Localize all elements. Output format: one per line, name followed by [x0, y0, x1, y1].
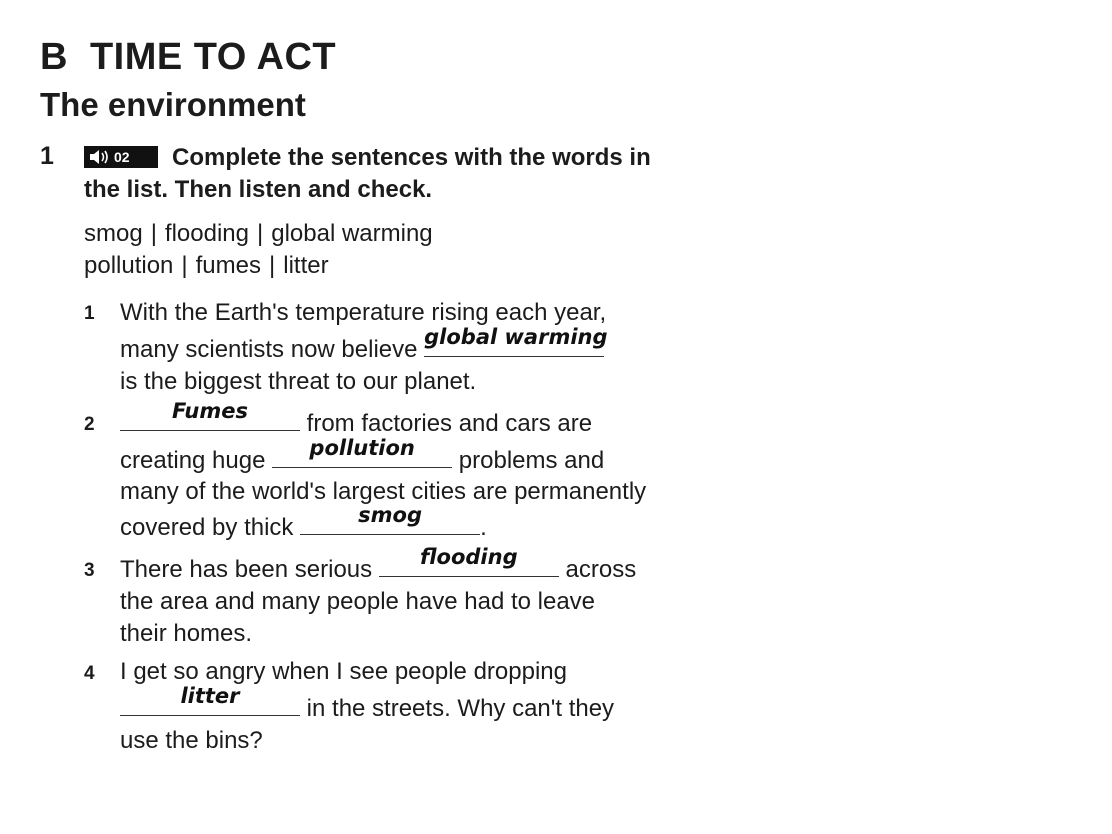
answer-blank[interactable]: [424, 325, 608, 357]
answer-blank[interactable]: [272, 436, 452, 468]
word-list-row: [84, 218, 433, 250]
sentence-line: I get so angry when I see people dropping: [120, 658, 567, 685]
word: global warming: [271, 220, 433, 247]
sentence-line: There has been serious flooding across: [120, 554, 636, 585]
word: fumes: [195, 252, 261, 279]
word: flooding: [164, 220, 249, 247]
answer-text: flooding: [420, 545, 518, 569]
answer-blank[interactable]: [120, 684, 300, 716]
exercise-number: 1: [40, 142, 54, 170]
item-number: 4: [84, 663, 95, 684]
sentence-line: covered by thick smog .: [120, 512, 487, 543]
word-list-row: [84, 250, 433, 282]
sentence-line: creating huge pollution problems and: [120, 445, 604, 476]
item-number: 2: [84, 414, 95, 435]
page-subtitle: The environment: [40, 86, 306, 123]
audio-track-number: 02: [114, 149, 130, 165]
answer-blank[interactable]: [300, 503, 480, 535]
word: litter: [283, 252, 329, 279]
answer-text: pollution: [309, 436, 415, 460]
sentence-line: use the bins?: [120, 727, 263, 754]
section-title: TIME TO ACT: [89, 36, 337, 78]
sentence-line: is the biggest threat to our planet.: [120, 368, 477, 395]
item-number: 3: [84, 560, 95, 581]
word-separator: |: [181, 252, 188, 279]
sentence-line: the area and many people have had to leave: [120, 588, 596, 615]
word-separator: |: [269, 252, 276, 279]
word-separator: |: [150, 220, 157, 247]
section-heading: [40, 36, 336, 79]
word: smog: [84, 220, 143, 247]
answer-text: global warming: [424, 325, 608, 349]
sentence-line: many of the world's largest cities are permanently: [120, 478, 647, 505]
sentence-line: With the Earth's temperature rising each year,: [120, 299, 607, 326]
sentence-line: Fumes from factories and cars are: [120, 408, 592, 439]
answer-blank[interactable]: [120, 399, 300, 431]
exercise-instructions: Complete the sentences with the words in the list. Then listen and check.: [84, 144, 651, 203]
answer-blank[interactable]: [379, 545, 559, 577]
answer-text: Fumes: [172, 399, 248, 423]
sentence-line: many scientists now believe global warming: [120, 334, 604, 365]
section-letter: B: [40, 36, 68, 78]
word-list: [84, 218, 433, 282]
sentence-line: their homes.: [120, 620, 253, 647]
word: pollution: [84, 252, 174, 279]
sentence-line: litter in the streets. Why can't they: [120, 693, 614, 724]
item-number: 1: [84, 303, 95, 324]
answer-text: smog: [358, 503, 423, 527]
answer-text: litter: [180, 684, 240, 708]
word-separator: |: [257, 220, 264, 247]
